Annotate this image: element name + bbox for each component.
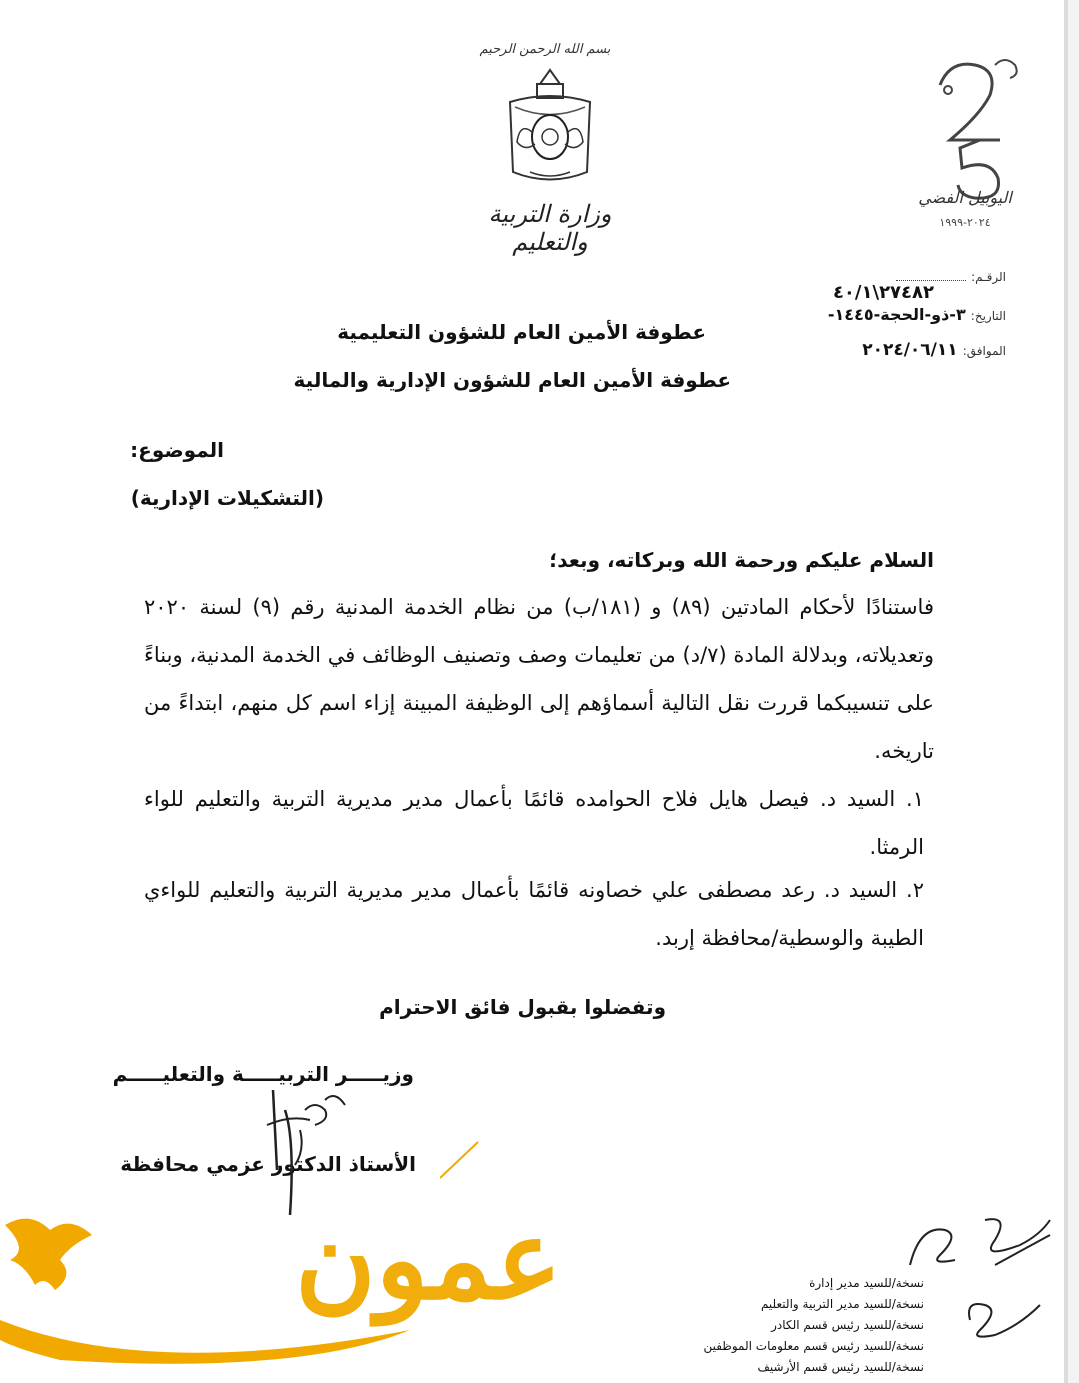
list-item-number: ٢. xyxy=(906,878,924,902)
subject-label: الموضوع: xyxy=(130,438,224,462)
copy-recipient: نسخة/للسيد مدير إدارة xyxy=(809,1276,924,1290)
pen-stroke-icon xyxy=(440,1140,480,1180)
silver-jubilee-25-icon xyxy=(920,40,1030,210)
list-item-text: السيد د. فيصل هايل فلاح الحوامده قائمًا بأعمال مدير مديرية التربية والتعليم للواء الرمثا. xyxy=(144,787,924,859)
signatory-name: الأستاذ الدكتور عزمي محافظة xyxy=(120,1152,416,1176)
date-row xyxy=(828,305,1006,324)
jubilee-years: ٢٠٢٤-١٩٩٩ xyxy=(939,216,991,229)
date-value: ٣-ذو-الحجة-١٤٤٥- xyxy=(827,305,966,324)
list-item-2 xyxy=(144,866,924,962)
list-item-1 xyxy=(144,775,924,871)
reference-number-value-row xyxy=(833,282,934,303)
initials-scribble-icon xyxy=(960,1285,1050,1345)
copy-recipient: نسخة/للسيد مدير التربية والتعليم xyxy=(760,1297,924,1311)
reference-number-label: الرقـم: xyxy=(971,270,1006,284)
list-item-number: ١. xyxy=(906,787,924,811)
date-label: التاريخ: xyxy=(970,309,1006,323)
copy-recipient: نسخة/للسيد رئيس قسم الأرشيف xyxy=(757,1360,924,1374)
initials-scribble-icon xyxy=(900,1205,1060,1285)
copy-recipient: نسخة/للسيد رئيس قسم معلومات الموظفين xyxy=(703,1339,924,1353)
reference-number-value: ٢٧٤٨٢\٤٠/١ xyxy=(832,282,934,303)
corresponding-date-value: ٢٠٢٤/٠٦/١١ xyxy=(862,340,958,360)
jubilee-title: اليوبيل الفضي xyxy=(918,188,1012,207)
list-item-text: السيد د. رعد مصطفى علي خصاونه قائمًا بأعمال مدير مديرية التربية والتعليم للواءي الطيبة والوسطية/محافظة إربد. xyxy=(144,878,924,950)
addressee-line-1: عطوفة الأمين العام للشؤون التعليمية xyxy=(337,320,706,344)
royal-crest-icon xyxy=(495,62,605,192)
ammon-eagle-logo-icon xyxy=(0,1205,100,1300)
bismillah-text: بسم الله الرحمن الرحيم xyxy=(479,42,611,57)
subject-text: (التشكيلات الإدارية) xyxy=(130,486,324,510)
signatory-title: وزيـــــر التربيـــــة والتعليـــــم xyxy=(112,1062,414,1086)
addressee-line-2: عطوفة الأمين العام للشؤون الإدارية والمالية xyxy=(293,368,731,392)
body-paragraph: فاستنادًا لأحكام المادتين (٨٩) و (١٨١/ب) من نظام الخدمة المدنية رقم (٩) لسنة ٢٠٢٠ وتعديلاته، وبدلالة المادة (٧/د) من تعليمات وصف وتصنيف الوظائف في الخدمة المدنية، وبناءً على تنسيبكما قررت نقل التالية أسماؤهم إلى الوظيفة المبينة إزاء اسم كل منهم، ابتداءً من تاريخه. xyxy=(144,595,934,763)
copies-list xyxy=(664,1273,924,1378)
corresponding-date-row xyxy=(862,340,1006,360)
copy-recipient: نسخة/للسيد رئيس قسم الكادر xyxy=(771,1318,924,1332)
greeting-text: السلام عليكم ورحمة الله وبركاته، وبعد؛ xyxy=(549,548,934,572)
ministry-logo-text: وزارة التربية والتعليم xyxy=(488,200,612,256)
corresponding-date-label: الموافق: xyxy=(962,344,1006,358)
closing-text: وتفضلوا بقبول فائق الاحترام xyxy=(379,995,666,1019)
ammon-watermark: عمون xyxy=(295,1195,562,1324)
dotted-line xyxy=(896,280,966,281)
